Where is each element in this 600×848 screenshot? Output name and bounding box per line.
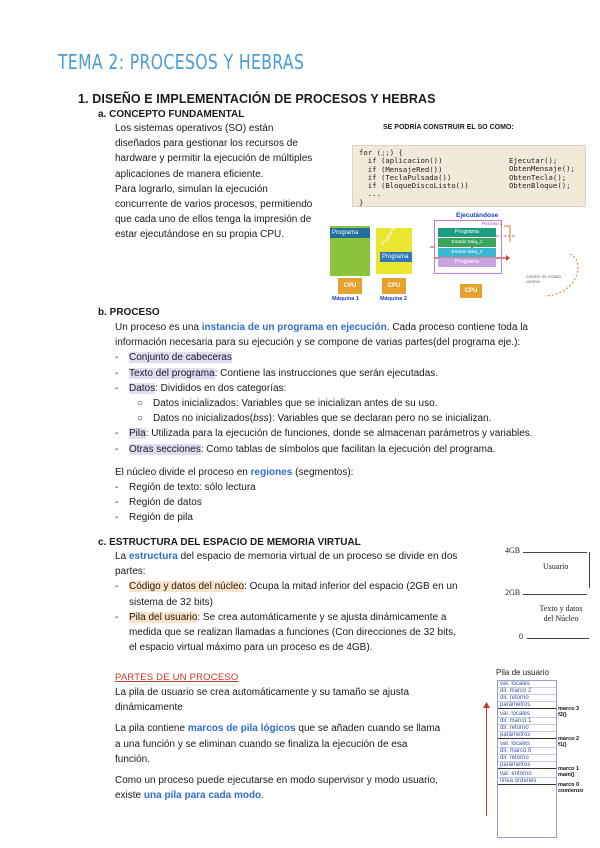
user-stack-figure xyxy=(486,668,596,843)
frame-2-label: marco 2 f1() xyxy=(558,736,580,748)
frame-3-label: marco 3 f2() xyxy=(558,706,580,718)
parts-heading: PARTES DE UN PROCESO xyxy=(115,672,239,683)
stack-state-1: Estado Máq_1 xyxy=(438,238,496,247)
list-item: - Región de pila xyxy=(115,512,193,524)
machine-2-program: Programa xyxy=(380,252,412,262)
list-item: - Región de texto: sólo lectura xyxy=(115,482,256,494)
machine-2-rotated-program: Programa xyxy=(380,224,399,248)
stack-state-2: Estado Máq_2 xyxy=(438,248,496,257)
subsection-a-text: Los sistemas operativos (SO) están diseñados para gestionar los recursos de hardware y permitir la ejecución de múltiples aplicaciones de manera eficiente. Para lograrlo, simulan la ejecución concurrente de varios procesos, permitiendo que cada uno de ellos tenga la impresión de estar ejecutándose en su propia CPU. xyxy=(115,123,313,241)
list-item: - Pila: Utilizada para la ejecución de funciones, donde se almacenan parámetros y variables. xyxy=(115,428,533,440)
cpu-3: CPU xyxy=(460,284,482,298)
code-box xyxy=(352,145,586,207)
section-heading: 1. DISEÑO E IMPLEMENTACIÓN DE PROCESOS Y HEBRAS xyxy=(78,92,436,106)
mem-label-usuario: Usuario xyxy=(543,562,569,571)
list-item: - Región de datos xyxy=(115,497,202,509)
subsection-b-text: Un proceso es una instancia de un programa en ejecución. Cada proceso contiene toda la información necesaria para su ejecución y se compone de varias partes(del programa eje.): - Conjunto de cabeceras - Texto del programa: Contiene las instrucciones que serán ejecutadas. - Datos: Divididos en dos categorías: ○ Datos inicializados: Variables que se inicializan antes de su uso. ○ Datos no inicializados(bss): Variables que se declaran pero no se inicializan. - Pila: Utilizada para la ejecución de funciones, donde se almacenan parámetros y variables. - Otras secciones: Como tablas de símbolos que facilitan la ejecución del programa. El núcleo divide el proceso en regiones (segmentos): - Región de texto: sólo lectura - Región de datos - Región de pila xyxy=(115,320,533,526)
cpu-1: CPU xyxy=(338,278,362,294)
list-item: - Texto del programa: Contiene las instrucciones que serán ejecutadas. xyxy=(115,367,439,379)
subsection-a-heading: a. CONCEPTO FUNDAMENTAL xyxy=(98,109,245,120)
list-item: - Pila del usuario: Se crea automáticamente y se ajusta dinámicamente a xyxy=(115,611,447,623)
sub-list-item: ○ Datos inicializados: Variables que se inicializan antes de su uso. xyxy=(137,398,438,410)
parts-text: La pila de usuario se crea automáticamente y su tamaño se ajusta dinámicamente La pila contiene marcos de pila lógicos que se añaden cuando se llama a una función y se eliminan cuando se finaliza la ejecución de esa función. Como un proceso puede ejecutarse en modo supervisor y modo usuario, existe una pila para cada modo. xyxy=(115,687,441,802)
mem-label-4gb: 4GB xyxy=(505,546,521,555)
list-item: - Otras secciones: Como tablas de símbolos que facilitan la ejecución del programa. xyxy=(115,443,496,455)
list-item: - Conjunto de cabeceras xyxy=(115,352,232,364)
list-item: - Datos: Divididos en dos categorías: xyxy=(115,382,287,394)
subsection-b-heading: b. PROCESO xyxy=(98,307,160,318)
process-1-label: Proceso 1 xyxy=(482,221,503,226)
user-stack-box: var. locales dir. marco 2 dir. retorno parámetros var. locales dir. marco 1 dir. retorno parámetros var. locales dir. marco 0 dir. retorno parámetros var. entorno línea órdenes xyxy=(497,680,557,838)
executing-label: Ejecutándose xyxy=(456,212,499,219)
machine-2-box xyxy=(376,228,412,274)
list-item: - Código y datos del núcleo: Ocupa la mitad inferior del espacio (2GB en un xyxy=(115,581,458,593)
subsection-c-heading: c. ESTRUCTURA DEL ESPACIO DE MEMORIA VIRTUAL xyxy=(98,537,361,548)
frame-0-label: marco 0 comienzo xyxy=(558,782,584,794)
machine-2-label: Máquina 2 xyxy=(380,296,407,302)
state-change-note: Cambio de estado cambia xyxy=(526,274,561,284)
mem-label-0: 0 xyxy=(519,632,523,641)
figure-caption: SE PODRÍA CONSTRUIR EL SO COMO: xyxy=(383,124,514,131)
code-right: Ejecutar(); ObtenMensaje(); ObtenTecla(); ObtenBloque(); xyxy=(509,156,575,190)
code-left: for (;;) { if (aplicacion()) if (MensajeRed()) if (TeclaPulsada()) if (BloqueDiscoListo()) ... } xyxy=(359,148,469,207)
frame-1-label: marco 1 main() xyxy=(558,766,580,778)
stack-arrow-icon xyxy=(483,702,490,709)
mem-label-nucleo: Texto y datos del Núcleo xyxy=(539,604,583,623)
cpu-2: CPU xyxy=(382,278,406,294)
stack-program-bottom: Programa xyxy=(438,258,496,267)
machine-1-program: Programa xyxy=(330,228,370,238)
machine-1-label: Máquina 1 xyxy=(332,296,359,302)
sub-list-item: ○ Datos no inicializados(bss): Variables que se declaran pero no se inicializan. xyxy=(137,413,492,425)
user-stack-title: Pila de usuario xyxy=(496,668,549,677)
process-diagram xyxy=(330,214,590,306)
stack-program-top: Programa xyxy=(438,228,496,237)
mem-label-2gb: 2GB xyxy=(505,588,521,597)
subsection-c-text: La estructura del espacio de memoria virtual de un proceso se divide en dos partes: - Código y datos del núcleo: Ocupa la mitad inferior del espacio (2GB en un sistema de 32 bits) - Pila del usuario: Se crea automáticamente y se ajusta dinámicamente a medida que se realizan llamadas a funciones (Con direcciones de 32 bits, el espacio virtual máximo para un proceso es de 4GB). xyxy=(115,551,458,654)
memory-diagram xyxy=(505,546,595,646)
page-title: TEMA 2: PROCESOS Y HEBRAS xyxy=(58,50,305,74)
